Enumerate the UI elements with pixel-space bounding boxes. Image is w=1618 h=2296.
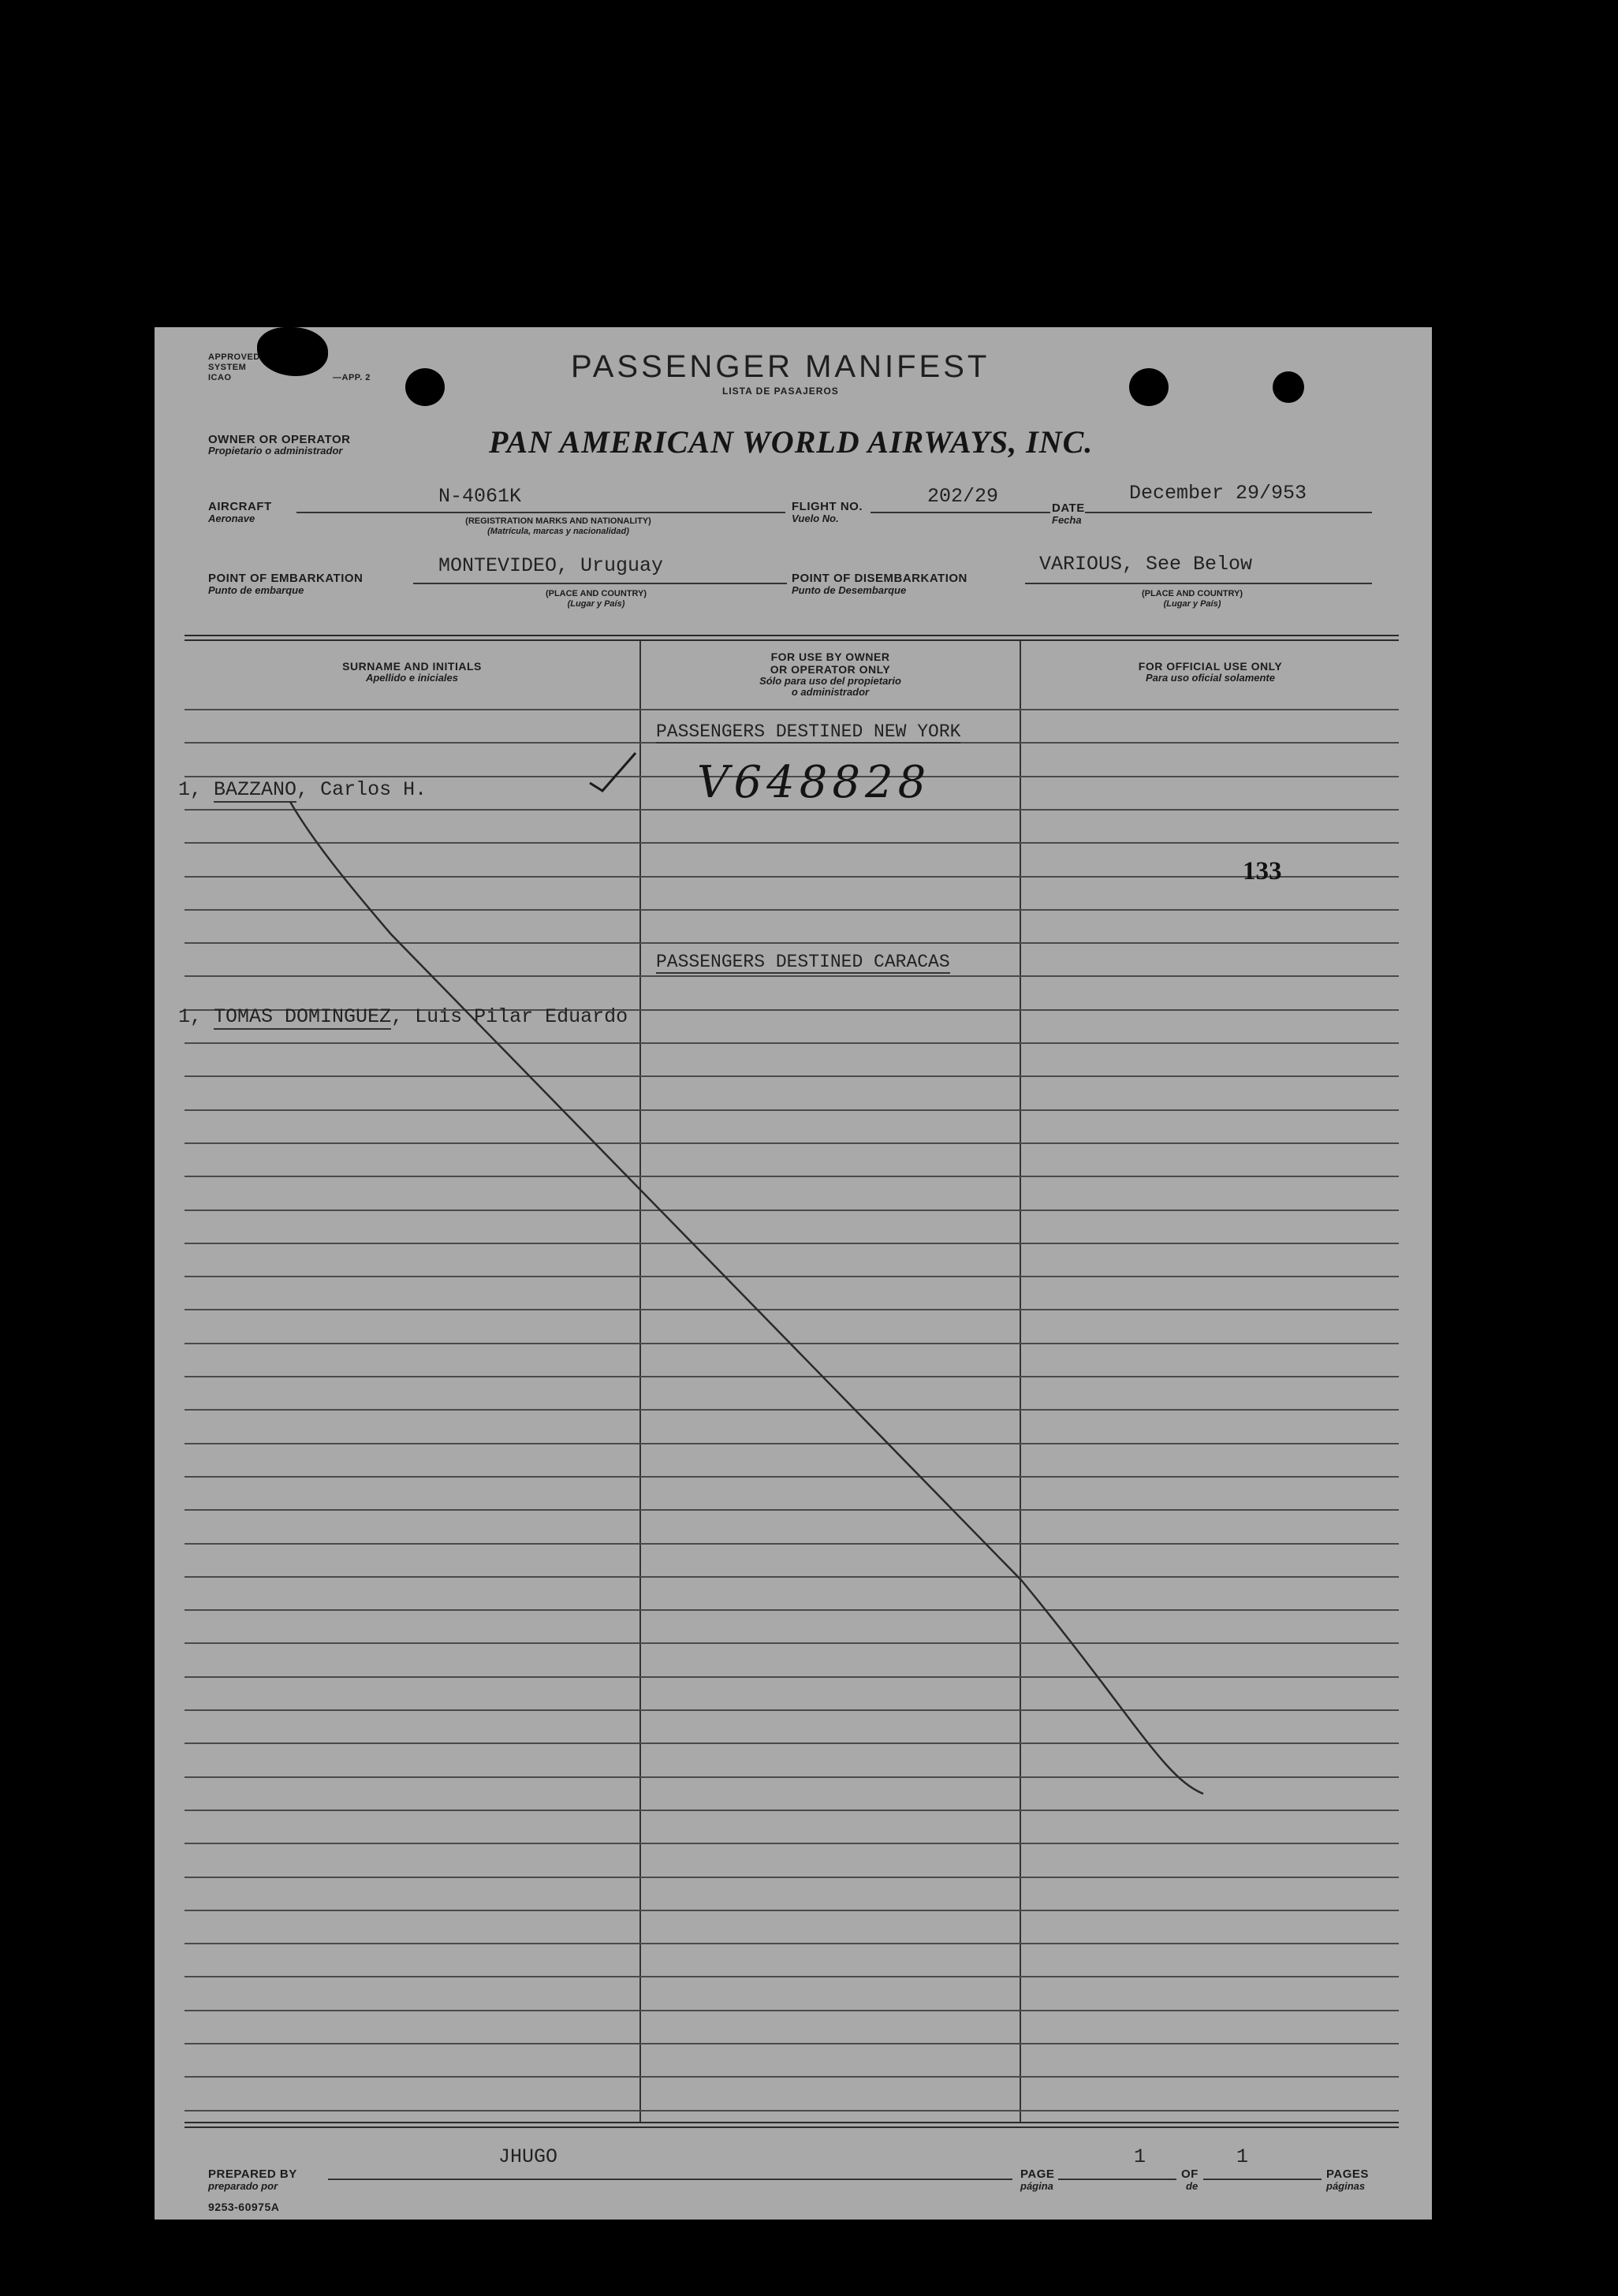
pages-label: PAGES bbox=[1326, 2167, 1369, 2181]
manifest-sheet bbox=[155, 327, 1432, 2220]
page-line bbox=[1058, 2179, 1176, 2180]
owner-label: OWNER OR OPERATOR bbox=[208, 433, 351, 446]
col2-title-es-2: o administrador bbox=[791, 686, 870, 698]
col2-title-2: OR OPERATOR ONLY bbox=[770, 663, 891, 676]
col1-title-es: Apellido e iniciales bbox=[365, 672, 459, 684]
aircraft-label-es: Aeronave bbox=[208, 512, 255, 524]
embark-place-caption: (PLACE AND COUNTRY) bbox=[545, 589, 647, 598]
group1-heading: PASSENGERS DESTINED NEW YORK bbox=[656, 721, 961, 742]
check-mark bbox=[590, 753, 636, 791]
col1-title: SURNAME AND INITIALS bbox=[342, 660, 482, 673]
col3-title: FOR OFFICIAL USE ONLY bbox=[1138, 660, 1283, 673]
date-value: December 29/953 bbox=[1129, 482, 1307, 505]
group2-passenger-rest: , Luis Pilar Eduardo bbox=[391, 1005, 628, 1028]
flight-label: FLIGHT NO. bbox=[792, 500, 863, 513]
group2-heading: PASSENGERS DESTINED CARACAS bbox=[656, 952, 950, 972]
aircraft-value: N-4061K bbox=[438, 485, 522, 508]
pen-marks bbox=[155, 327, 1432, 2220]
group2-passenger-num: 1, bbox=[178, 1005, 203, 1028]
col2-title-es-1: Sólo para uso del propietario bbox=[759, 675, 901, 687]
page-label: PAGE bbox=[1020, 2167, 1055, 2181]
aircraft-label: AIRCRAFT bbox=[208, 500, 272, 513]
disembark-value: VARIOUS, See Below bbox=[1039, 553, 1253, 576]
prepared-label-es: preparado por bbox=[208, 2180, 278, 2192]
disembark-label: POINT OF DISEMBARKATION bbox=[792, 572, 967, 585]
group1-passenger-rest: , Carlos H. bbox=[296, 778, 427, 801]
form-title-es: LISTA DE PASAJEROS bbox=[722, 386, 839, 397]
col3-title-es: Para uso oficial solamente bbox=[1145, 672, 1275, 684]
col2-title-1: FOR USE BY OWNER bbox=[770, 650, 890, 663]
form-number: 9253-60975A bbox=[208, 2201, 280, 2213]
disembark-place-caption-es: (Lugar y País) bbox=[1163, 599, 1221, 609]
embark-label-es: Punto de embarque bbox=[208, 584, 304, 596]
prepared-value: JHUGO bbox=[498, 2145, 558, 2168]
disembark-place-caption: (PLACE AND COUNTRY) bbox=[1141, 589, 1243, 598]
flight-value: 202/29 bbox=[927, 485, 999, 508]
aircraft-caption-es: (Matrícula, marcas y nacionalidad) bbox=[487, 527, 629, 536]
form-title: PASSENGER MANIFEST bbox=[571, 349, 990, 384]
group2-passenger-surname: TOMAS DOMINGUEZ bbox=[214, 1005, 392, 1028]
approval-app-ref: —APP. 2 bbox=[333, 373, 371, 382]
footer-rule-1 bbox=[185, 2122, 1399, 2123]
page-label-es: página bbox=[1020, 2180, 1053, 2192]
official-stamp-number: 133 bbox=[1243, 857, 1282, 885]
prepared-label: PREPARED BY bbox=[208, 2167, 297, 2181]
of-label: OF bbox=[1181, 2167, 1199, 2181]
group1-handwritten-code: V648828 bbox=[697, 757, 931, 808]
approval-line-3: ICAO bbox=[208, 373, 232, 382]
aircraft-caption: (REGISTRATION MARKS AND NATIONALITY) bbox=[465, 516, 651, 526]
footer-rule-2 bbox=[185, 2126, 1399, 2128]
owner-value: PAN AMERICAN WORLD AIRWAYS, INC. bbox=[489, 424, 1094, 460]
embark-value: MONTEVIDEO, Uruguay bbox=[438, 554, 664, 577]
of-label-es: de bbox=[1186, 2180, 1199, 2192]
pages-label-es: páginas bbox=[1326, 2180, 1366, 2192]
date-label-es: Fecha bbox=[1052, 514, 1082, 526]
group1-passenger-surname: BAZZANO bbox=[214, 778, 297, 801]
approval-line-1: APPROVED bbox=[208, 352, 260, 362]
disembark-label-es: Punto de Desembarque bbox=[792, 584, 907, 596]
group1-passenger-num: 1, bbox=[178, 778, 203, 801]
strike-through-line bbox=[290, 802, 1203, 1794]
prepared-line bbox=[328, 2179, 1012, 2180]
embark-place-caption-es: (Lugar y País) bbox=[567, 599, 625, 609]
page-value: 1 bbox=[1134, 2145, 1146, 2168]
pages-value: 1 bbox=[1236, 2145, 1249, 2168]
approval-line-2: SYSTEM bbox=[208, 363, 247, 372]
flight-label-es: Vuelo No. bbox=[792, 512, 839, 524]
embark-label: POINT OF EMBARKATION bbox=[208, 572, 363, 585]
pages-line bbox=[1203, 2179, 1322, 2180]
date-label: DATE bbox=[1052, 501, 1085, 515]
owner-label-es: Propietario o administrador bbox=[208, 445, 343, 457]
